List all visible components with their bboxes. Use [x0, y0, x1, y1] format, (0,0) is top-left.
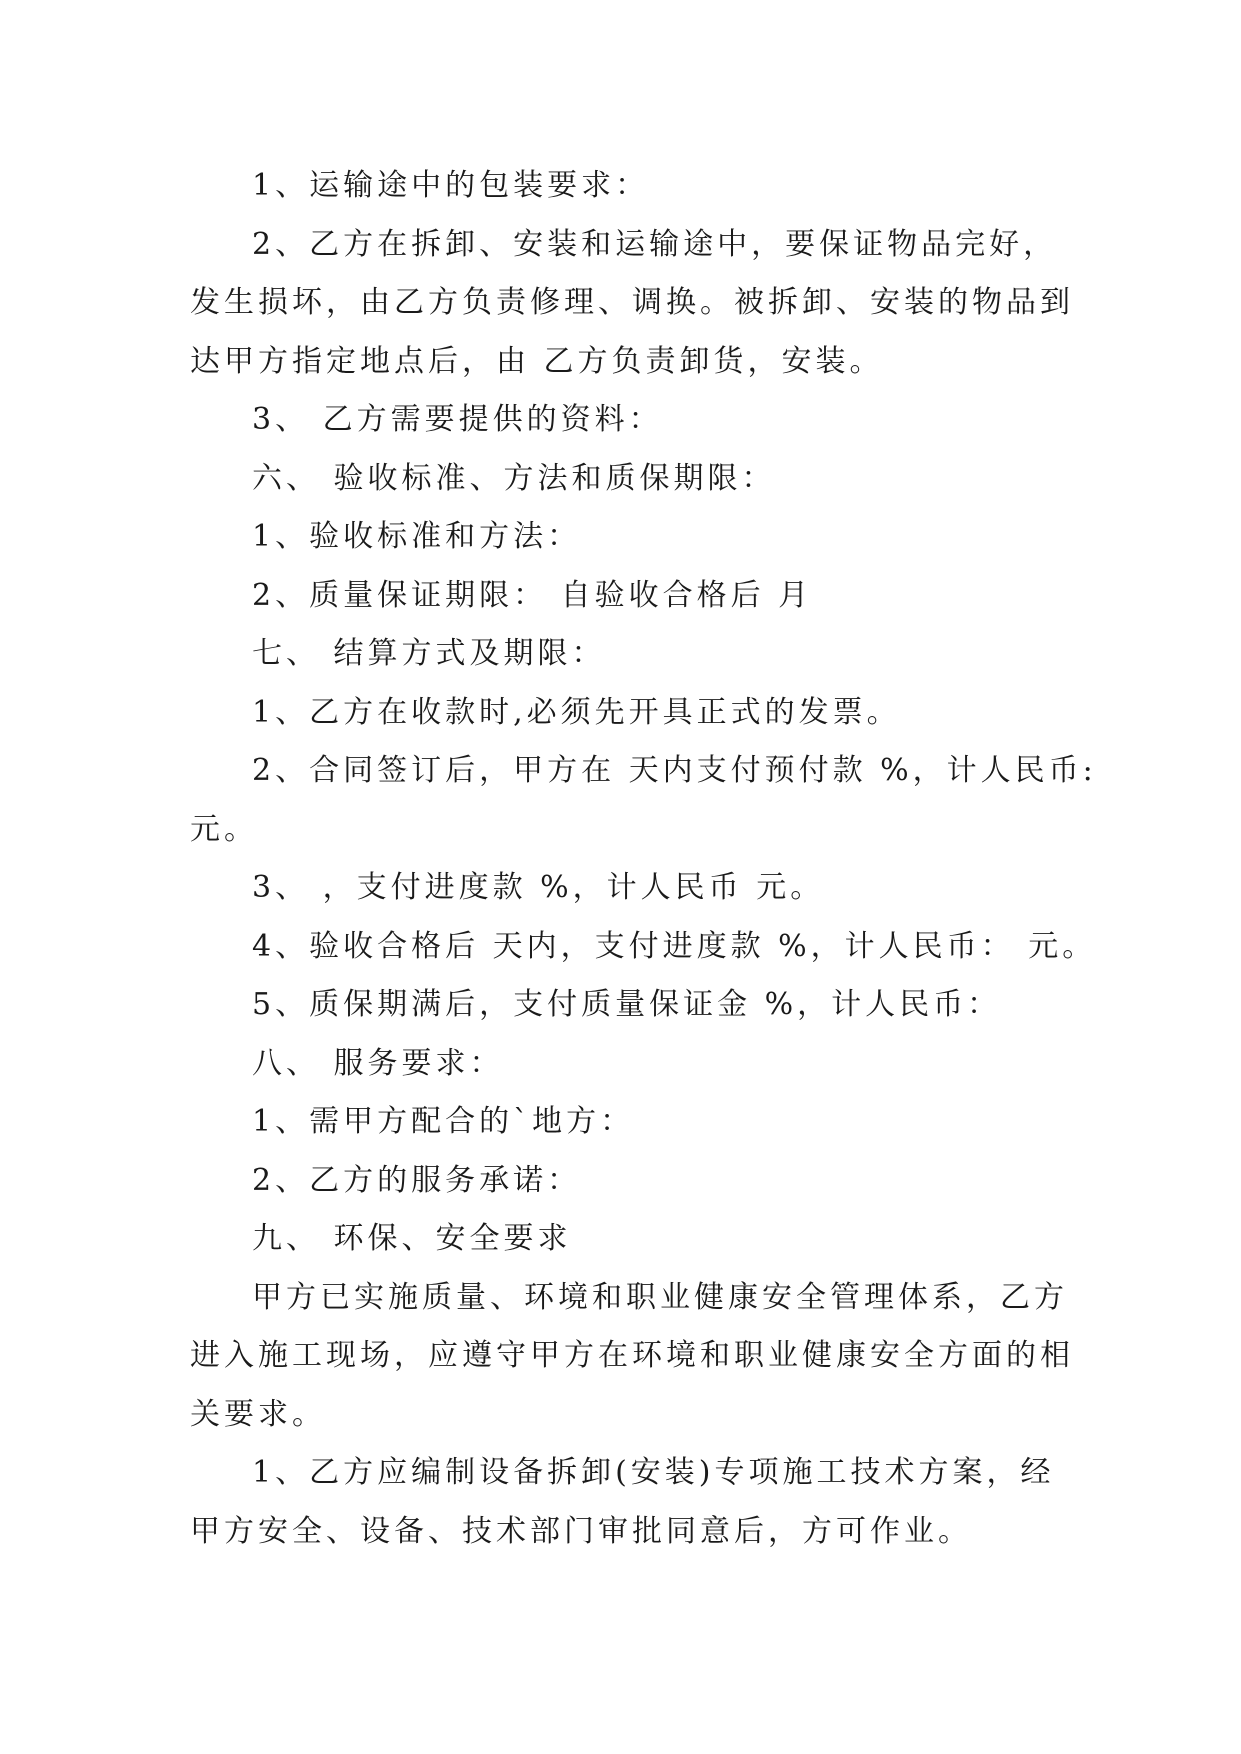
text-line: 关要求。 — [190, 1396, 326, 1432]
text-line: 进入施工现场，应遵守甲方在环境和职业健康安全方面的相 — [190, 1338, 1074, 1373]
section-heading: 八、 服务要求： — [252, 1045, 504, 1081]
section-heading: 九、 环保、安全要求 — [252, 1221, 572, 1256]
text-line: 发生损坏，由乙方负责修理、调换。被拆卸、安装的物品到 — [190, 285, 1074, 320]
text-line: 达甲方指定地点后，由 乙方负责卸货，安装。 — [190, 343, 884, 379]
text-line: 1、乙方应编制设备拆卸(安装)专项施工技术方案，经 — [252, 1455, 1055, 1490]
text-line: 3、 ，支付进度款 %，计人民币 元。 — [252, 870, 825, 905]
text-line: 甲方已实施质量、环境和职业健康安全管理体系，乙方 — [252, 1279, 1068, 1315]
text-line: 1、乙方在收款时,必须先开具正式的发票。 — [252, 694, 901, 730]
text-line: 2、质量保证期限： 自验收合格后 月 — [252, 577, 813, 613]
text-line: 2、乙方在拆卸、安装和运输途中，要保证物品完好， — [252, 226, 1058, 262]
text-line: 元。 — [190, 811, 258, 847]
document-body — [190, 157, 1097, 1561]
text-line: 2、合同签订后，甲方在 天内支付预付款 %，计人民币: — [252, 753, 1097, 788]
text-line: 5、质保期满后，支付质量保证金 %，计人民币： — [252, 987, 1002, 1022]
text-line: 3、 乙方需要提供的资料： — [252, 402, 663, 437]
text-line: 1、运输途中的包装要求： — [252, 168, 650, 203]
section-heading: 六、 验收标准、方法和质保期限： — [252, 460, 776, 496]
text-line: 甲方安全、设备、技术部门审批同意后，方可作业。 — [190, 1513, 972, 1549]
text-line: 4、验收合格后 天内，支付进度款 %，计人民币： 元。 — [252, 928, 1097, 964]
section-heading: 七、 结算方式及期限： — [252, 636, 606, 671]
text-line: 2、乙方的服务承诺： — [252, 1162, 582, 1198]
text-line: 1、验收标准和方法： — [252, 519, 582, 554]
text-line: 1、需甲方配合的`地方： — [252, 1104, 635, 1139]
